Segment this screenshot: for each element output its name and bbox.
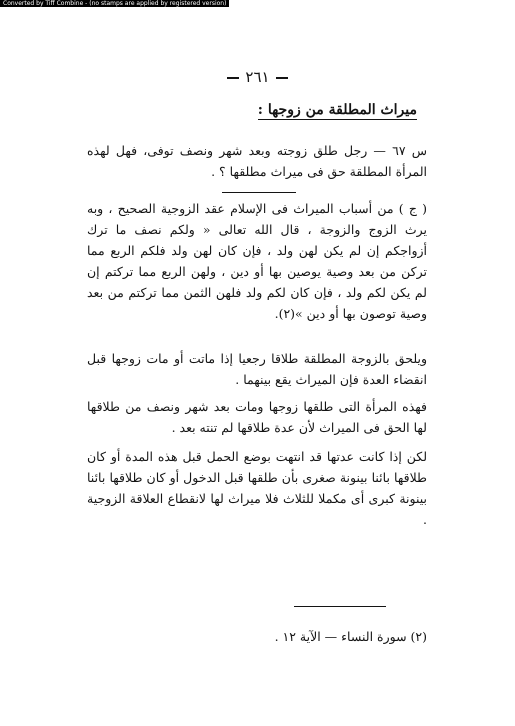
answer-paragraph: ( ج ) من أسباب الميراث فى الإسلام عقد الزوجية الصحيح ، وبه يرث الزوج والزوجة ، قال الله تعالى « ولكم نصف ما ترك أزواجكم إن لم يكن لهن ولد ، فإن كان لهن ولد فلكم الربع مما تركن من بعد وصية يوصين بها أو دين ، ولهن الربع مما تركتم إن لم يكن لكم ولد ، فإن كان لكم ولد فلهن الثمن مما تركتم من بعد وصية توصون بها أو دين »(٢). [87, 201, 427, 321]
footnote: (٢) سورة النساء — الآية ١٢ . [274, 629, 427, 644]
conversion-stamp: Converted by Tiff Combine - (no stamps are applied by registered version) [0, 0, 229, 7]
paragraph-1: ويلحق بالزوجة المطلقة طلاقا رجعيا إذا ماتت أو مات زوجها قبل انقضاء العدة فإن الميراث يقع بينهما . [87, 351, 427, 387]
question-paragraph: س ٦٧ — رجل طلق زوجته وبعد شهر ونصف توفى، فهل لهذه المرأة المطلقة حق فى ميراث مطلقها ؟ . [87, 143, 427, 179]
page-number [0, 68, 515, 86]
footnote-rule [294, 606, 386, 607]
page-number-value: ٢٦١ [245, 68, 270, 86]
separator-rule [222, 192, 296, 193]
paragraph-2: فهذه المرأة التى طلقها زوجها ومات بعد شهر ونصف من طلاقها لها الحق فى الميراث لأن عدة طلاقها لم تنته بعد . [87, 399, 427, 435]
paragraph-3: لكن إذا كانت عدتها قد انتهت بوضع الحمل قبل هذه المدة أو كان طلاقها بائنا بينونة صغرى بأن طلقها قبل الدخول أو كان طلاقها بائنا بينونة كبرى أى مكملا للثلاث فلا ميراث لها لانقطاع العلاقة الزوجية . [87, 449, 427, 527]
section-heading: ميراث المطلقة من زوجها : [257, 102, 417, 118]
page-number-dash-left [227, 77, 239, 79]
page-number-dash-right [276, 77, 288, 79]
